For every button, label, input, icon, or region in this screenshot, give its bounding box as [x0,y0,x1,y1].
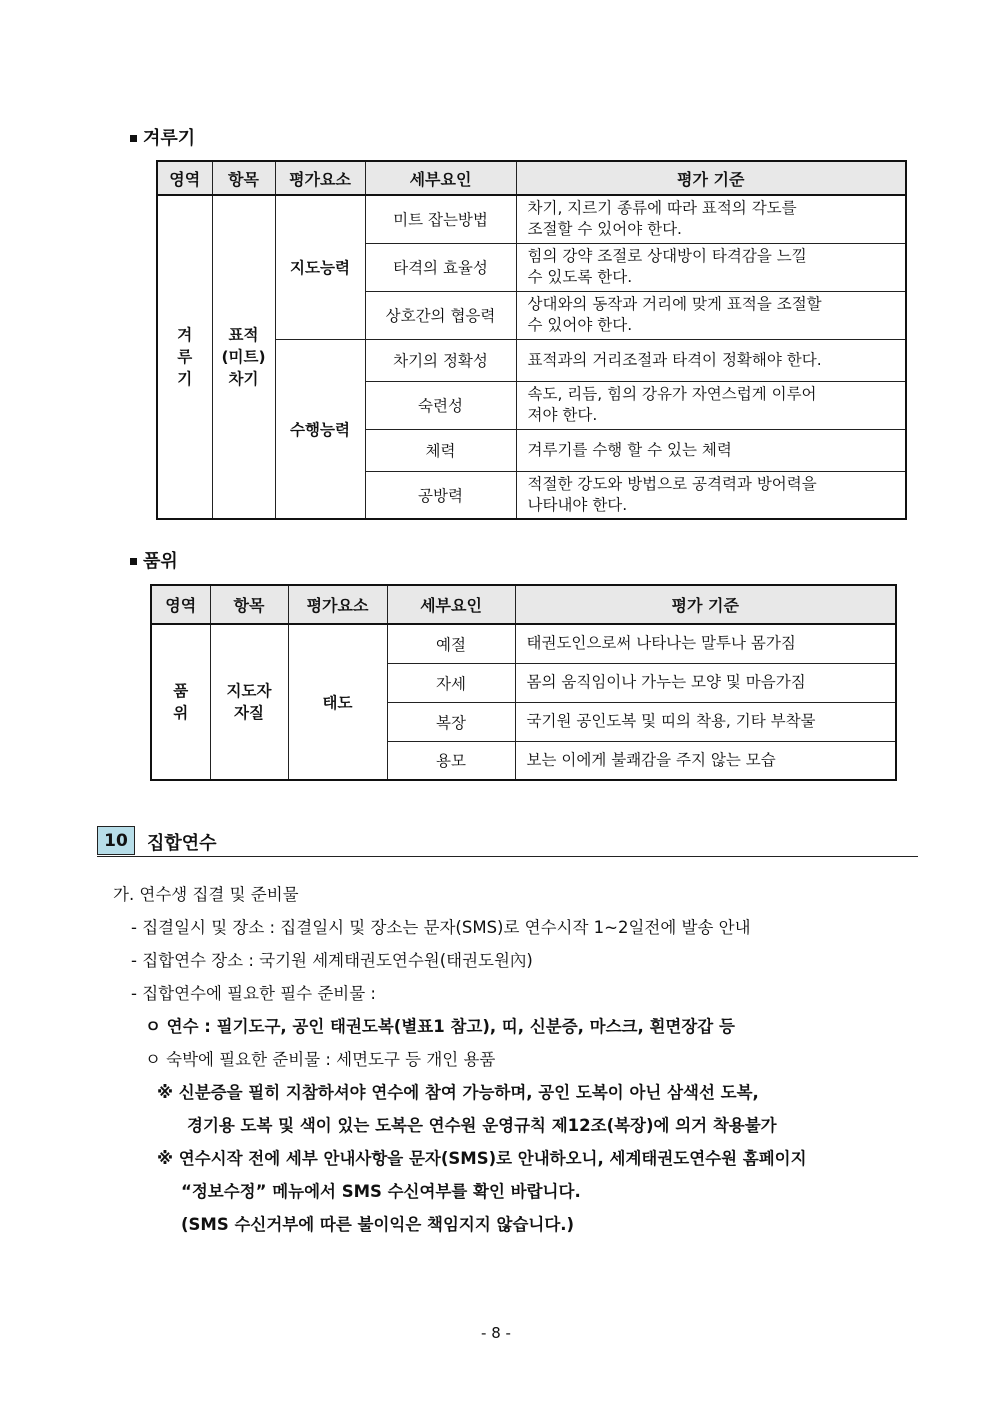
criteria-cell [516,471,906,519]
area-char: 위 [173,704,189,722]
criteria-line: 힘의 강약 조절로 상대방이 타격감을 느낄 [527,247,807,265]
element-cell: 수행능력 [275,339,365,519]
factor-cell: 차기의 정확성 [365,339,516,381]
criteria-cell [516,291,906,339]
header-item: 항목 [212,161,275,195]
item-line: 표적 [228,326,259,344]
criteria-cell [516,243,906,291]
criteria-cell [516,381,906,429]
header-element: 평가요소 [275,161,365,195]
criteria-line: 조절할 수 있어야 한다. [527,220,682,239]
criteria-cell [516,195,906,243]
factor-cell: 공방력 [365,471,516,519]
bullet-training-supplies: ㅇ 연수 : 필기도구, 공인 태권도복(별표1 참고), 띠, 신분증, 마스크, 흰면장갑 등 [145,1017,735,1036]
square-bullet-icon [130,558,137,565]
factor-cell: 용모 [387,741,515,780]
criteria-cell: 태권도인으로써 나타나는 말투나 몸가짐 [515,624,896,663]
header-criteria: 평가 기준 [516,161,906,195]
section-number-badge: 10 [97,826,135,855]
criteria-line: 수 있어야 한다. [527,316,633,334]
factor-cell: 타격의 효율성 [365,243,516,291]
bullet-lodging-supplies: ㅇ 숙박에 필요한 준비물 : 세면도구 등 개인 용품 [145,1050,496,1069]
criteria-line: 상대와의 동작과 거리에 맞게 표적을 조절할 [527,295,822,313]
header-area: 영역 [151,585,210,624]
area-cell [157,195,212,519]
element-cell: 지도능력 [275,195,365,339]
criteria-cell: 몸의 움직임이나 가누는 모양 및 마음가짐 [515,663,896,702]
area-cell [151,624,210,780]
section-heading-text: 겨루기 [143,128,196,149]
criteria-line: 차기, 지르기 종류에 따라 표적의 각도를 [527,199,797,218]
gyeorugi-table [156,160,907,520]
note-sms-line1: ※ 연수시작 전에 세부 안내사항을 문자(SMS)로 안내하오니, 세계태권도연수원 홈페이지 [157,1149,807,1168]
factor-cell: 예절 [387,624,515,663]
note-id-card-line2: 경기용 도복 및 색이 있는 도복은 연수원 운영규칙 제12조(복장)에 의거 착용불가 [187,1116,777,1135]
table-header-row [151,585,896,624]
header-area: 영역 [157,161,212,195]
factor-cell: 미트 잡는방법 [365,195,516,243]
info-line-gather: - 집결일시 및 장소 : 집결일시 및 장소는 문자(SMS)로 연수시작 1~2일전에 발송 안내 [131,918,751,937]
table-row [151,624,896,663]
item-cell [210,624,288,780]
criteria-line: 나타내야 한다. [527,495,628,514]
criteria-line: 속도, 리듬, 힘의 강유가 자연스럽게 이루어 [527,385,817,403]
area-char: 품 [173,682,189,700]
section-10-header [97,826,918,857]
area-char: 기 [177,370,193,388]
item-cell [212,195,275,519]
area-char: 루 [177,348,193,366]
factor-cell: 상호간의 협응력 [365,291,516,339]
header-factor: 세부요인 [365,161,516,195]
criteria-line: 져야 한다. [527,406,598,424]
page-number: - 8 - [481,1324,511,1342]
criteria-cell: 보는 이에게 불쾌감을 주지 않는 모습 [515,741,896,780]
header-item: 항목 [210,585,288,624]
table-header-row [157,161,906,195]
criteria-line: 겨루기를 수행 할 수 있는 체력 [527,440,732,459]
header-criteria: 평가 기준 [515,585,896,624]
header-element: 평가요소 [288,585,387,624]
item-line: 자질 [234,704,264,722]
section-heading-gyeorugi [130,124,195,150]
pumwi-table [150,584,897,781]
square-bullet-icon [130,135,137,142]
criteria-cell: 국기원 공인도복 및 띠의 착용, 기타 부착물 [515,702,896,741]
section-title: 집합연수 [147,833,217,854]
criteria-line: 수 있도록 한다. [527,268,633,286]
factor-cell: 자세 [387,663,515,702]
section-heading-text: 품위 [143,551,178,572]
note-id-card-line1: ※ 신분증을 필히 지참하셔야 연수에 참여 가능하며, 공인 도복이 아닌 삼색선 도복, [157,1083,759,1102]
table-row [157,195,906,243]
factor-cell: 숙련성 [365,381,516,429]
item-line: 지도자 [226,682,272,700]
info-line-supplies: - 집합연수에 필요한 필수 준비물 : [131,984,376,1003]
subsection-a-title: 가. 연수생 집결 및 준비물 [113,885,299,904]
criteria-line: 표적과의 거리조절과 타격이 정확해야 한다. [527,350,822,369]
factor-cell: 체력 [365,429,516,471]
criteria-cell [516,429,906,471]
note-sms-line2: “정보수정” 메뉴에서 SMS 수신여부를 확인 바랍니다. [181,1182,581,1201]
section-heading-pumwi [130,547,178,573]
element-cell: 태도 [288,624,387,780]
item-line: (미트) [221,348,266,366]
header-factor: 세부요인 [387,585,515,624]
info-line-place: - 집합연수 장소 : 국기원 세계태권도연수원(태권도원內) [131,951,533,970]
note-sms-line3: (SMS 수신거부에 따른 불이익은 책임지지 않습니다.) [181,1215,575,1234]
item-line: 차기 [228,370,259,388]
factor-cell: 복장 [387,702,515,741]
criteria-line: 적절한 강도와 방법으로 공격력과 방어력을 [527,474,817,493]
area-char: 겨 [177,326,193,344]
criteria-cell [516,339,906,381]
